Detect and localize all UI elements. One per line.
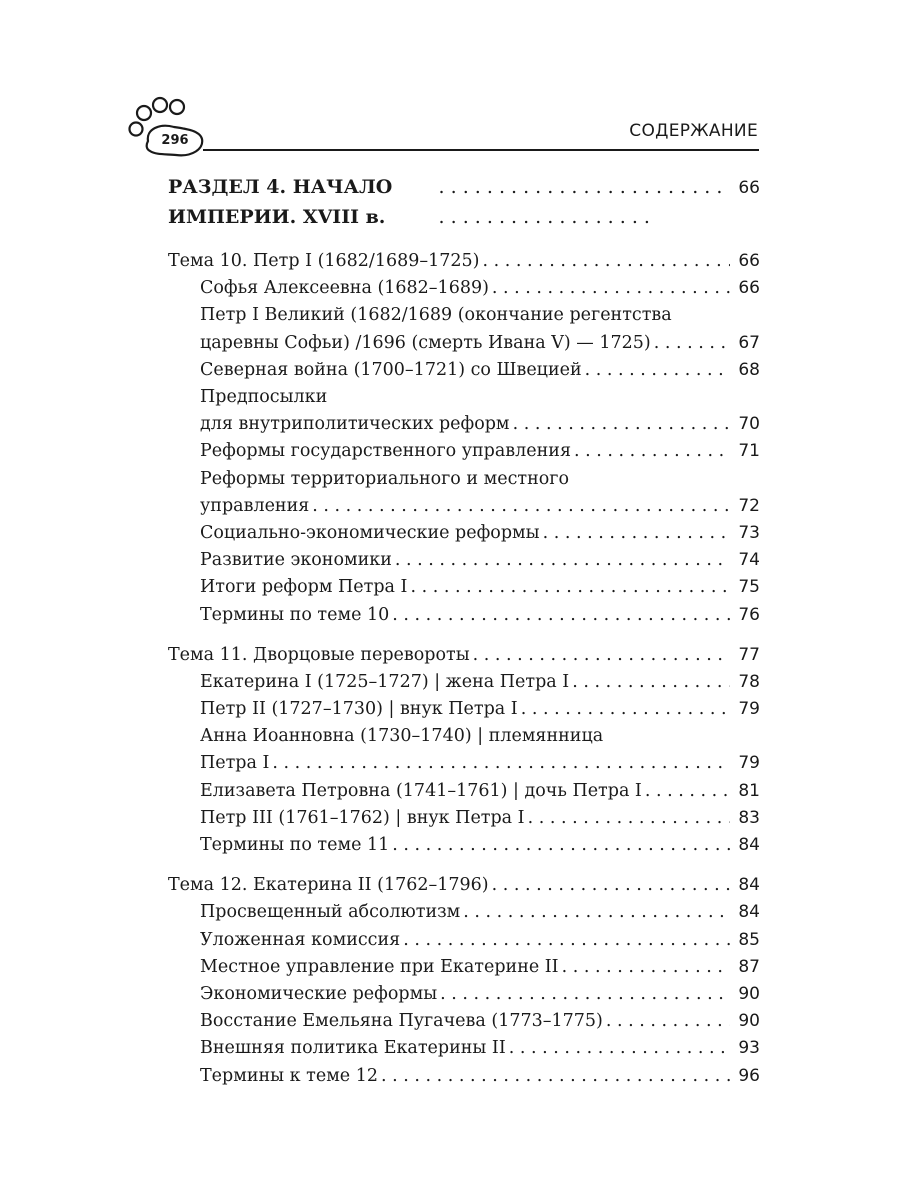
entry-page: 72	[738, 495, 760, 516]
topic-title: Тема 12. Екатерина II (1762–1796)	[168, 875, 489, 896]
topic-page: 77	[738, 644, 760, 665]
entry-text: Просвещенный абсолютизм	[200, 902, 461, 923]
table-of-contents	[168, 170, 760, 1103]
entry-page: 90	[738, 984, 760, 1004]
dot-leader	[645, 778, 730, 805]
topic-block	[168, 248, 760, 629]
toc-entry[interactable]	[168, 574, 760, 601]
entry-page: 66	[738, 278, 760, 299]
toc-entry[interactable]	[168, 899, 760, 926]
dot-leader	[654, 330, 730, 357]
dot-leader	[513, 411, 730, 438]
entry-page: 74	[738, 550, 760, 571]
entry-text: Анна Иоанновна (1730–1740) | племянница	[200, 726, 604, 747]
toc-entry[interactable]	[168, 384, 760, 438]
topic-page: 84	[738, 875, 760, 896]
topic-block	[168, 872, 760, 1090]
toc-entry[interactable]	[168, 520, 760, 547]
entry-text: Термины к теме 12	[200, 1065, 378, 1086]
entry-text: Внешняя политика Екатерины II	[200, 1038, 506, 1059]
dot-leader	[574, 438, 730, 465]
entry-text: Развитие экономики	[200, 550, 392, 571]
entry-page: 81	[738, 780, 760, 801]
entry-page: 85	[738, 929, 760, 950]
entry-text: Петр II (1727–1730) | внук Петра I	[200, 699, 518, 720]
entry-text: Экономические реформы	[200, 984, 438, 1004]
toc-entry[interactable]	[168, 954, 760, 981]
toc-entry[interactable]	[168, 1035, 760, 1062]
toc-entry[interactable]	[168, 832, 760, 859]
entry-text: Екатерина I (1725–1727) | жена Петра I	[200, 671, 570, 692]
dot-leader	[439, 172, 735, 232]
toc-entry[interactable]	[168, 602, 760, 629]
dot-leader	[562, 954, 730, 981]
dot-leader	[492, 275, 730, 302]
entry-page: 84	[738, 902, 760, 923]
toc-entry[interactable]	[168, 466, 760, 520]
dot-leader	[410, 574, 730, 601]
section-title: РАЗДЕЛ 4. НАЧАЛО ИМПЕРИИ. XVIII в.	[168, 176, 393, 228]
page-number: 296	[161, 133, 189, 148]
section-heading	[168, 172, 760, 232]
entry-page: 84	[738, 835, 760, 856]
entry-page: 90	[738, 1011, 760, 1032]
toc-entry[interactable]	[168, 357, 760, 384]
entry-text: Уложенная комиссия	[200, 929, 401, 950]
dot-leader	[272, 750, 730, 777]
toc-entry[interactable]	[168, 805, 760, 832]
entry-page: 68	[738, 359, 760, 380]
entry-page: 79	[738, 753, 760, 774]
dot-leader	[312, 493, 730, 520]
entry-text: Итоги реформ Петра I	[200, 577, 408, 598]
entry-text: Петр I Великий (1682/1689 (окончание регентства	[200, 305, 672, 326]
entry-page: 78	[738, 671, 760, 692]
entry-text: Местное управление при Екатерине II	[200, 956, 559, 977]
dot-leader	[572, 669, 730, 696]
dot-leader	[585, 357, 730, 384]
toc-entry[interactable]	[168, 1008, 760, 1035]
dot-leader	[473, 642, 730, 669]
dot-leader	[606, 1008, 730, 1035]
dot-leader	[395, 547, 730, 574]
toc-entry[interactable]	[168, 927, 760, 954]
topic-title: Тема 10. Петр I (1682/1689–1725)	[168, 251, 480, 271]
toc-entry[interactable]	[168, 438, 760, 465]
dot-leader	[543, 520, 730, 547]
entry-text: Предпосылки	[200, 386, 328, 407]
entry-text: Реформы государственного управления	[200, 441, 571, 462]
entry-text: Восстание Емельяна Пугачева (1773–1775)	[200, 1011, 603, 1032]
entry-page: 73	[738, 522, 760, 543]
header-rule	[203, 149, 759, 151]
entry-text: Термины по теме 10	[200, 604, 390, 625]
entry-text: Петра I	[200, 753, 270, 774]
dot-leader	[463, 899, 730, 926]
dot-leader	[392, 832, 730, 859]
dot-leader	[381, 1063, 730, 1090]
section-page: 66	[738, 178, 760, 198]
entry-page: 67	[738, 332, 760, 353]
entry-page: 83	[738, 807, 760, 828]
entry-text: управления	[200, 495, 310, 516]
topic-page: 66	[738, 251, 760, 271]
entry-page: 76	[738, 604, 760, 625]
dot-leader	[528, 805, 730, 832]
entry-page: 93	[738, 1038, 760, 1059]
toc-entry[interactable]	[168, 1063, 760, 1090]
entry-text: Реформы территориального и местного	[200, 468, 569, 489]
topic-block	[168, 642, 760, 860]
entry-page: 79	[738, 699, 760, 720]
entry-text: для внутриполитических реформ	[200, 414, 510, 435]
dot-leader	[392, 602, 730, 629]
dot-leader	[521, 696, 730, 723]
toc-entry[interactable]	[168, 275, 760, 302]
dot-leader	[492, 872, 730, 899]
entry-page: 75	[738, 577, 760, 598]
entry-text: Социально-экономические реформы	[200, 522, 540, 543]
topic-entry[interactable]	[168, 248, 760, 275]
toc-entry[interactable]	[168, 981, 760, 1008]
entry-text: Петр III (1761–1762) | внук Петра I	[200, 807, 525, 828]
topic-title: Тема 11. Дворцовые перевороты	[168, 644, 470, 665]
topic-entry[interactable]	[168, 872, 760, 899]
entry-page: 70	[738, 414, 760, 435]
toc-entry[interactable]	[168, 778, 760, 805]
entry-text: Северная война (1700–1721) со Швецией	[200, 359, 582, 380]
dot-leader	[440, 981, 730, 1008]
entry-text: Термины по теме 11	[200, 835, 390, 856]
entry-page: 96	[738, 1065, 760, 1086]
entry-text: Софья Алексеевна (1682–1689)	[200, 278, 489, 299]
toc-entry[interactable]	[168, 669, 760, 696]
dot-leader	[482, 248, 730, 275]
entry-page: 71	[738, 441, 760, 462]
dot-leader	[403, 927, 730, 954]
toc-entry[interactable]	[168, 302, 760, 356]
entry-text: царевны Софьи) /1696 (смерть Ивана V) — 1725)	[200, 332, 651, 353]
entry-text: Елизавета Петровна (1741–1761) | дочь Петра I	[200, 780, 642, 801]
dot-leader	[509, 1035, 730, 1062]
running-title: СОДЕРЖАНИЕ	[629, 121, 758, 141]
topic-entry[interactable]	[168, 642, 760, 669]
toc-entry[interactable]	[168, 547, 760, 574]
entry-page: 87	[738, 956, 760, 977]
page-header	[0, 0, 900, 170]
toc-entry[interactable]	[168, 723, 760, 777]
toc-entry[interactable]	[168, 696, 760, 723]
